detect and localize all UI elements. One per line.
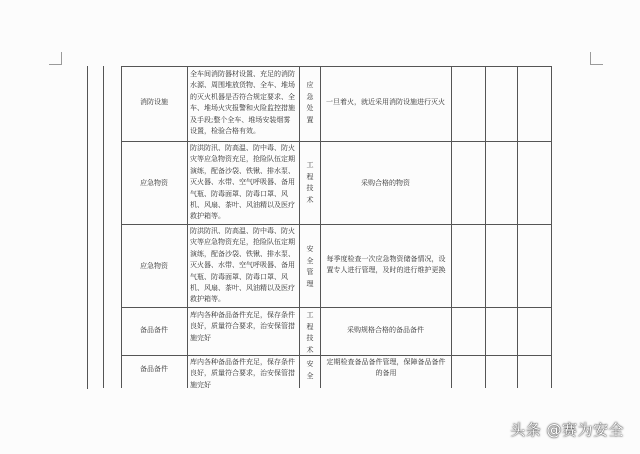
table-cell-item: 应急物资 [140, 179, 168, 187]
table-column-rule [87, 66, 88, 388]
table-row-rule [121, 355, 551, 356]
table-cell-measure: 采购规格合格的备品备件 [347, 326, 424, 334]
table-cell-item: 备品备件 [140, 365, 168, 373]
table-cell-measure: 采购合格的物资 [361, 179, 410, 187]
table-column-rule [187, 66, 188, 388]
table-cell-category: 安 全 [306, 360, 314, 380]
table-cell-item: 应急物资 [140, 262, 168, 270]
table-cell-measure: 定期检查备品备件管理，保障备品备件的备用 [326, 358, 446, 378]
table-row-rule [121, 224, 551, 225]
table-column-rule [551, 66, 552, 388]
table-cell-requirement: 库内各种备品备件充足，保存条件良好，质量符合要求，治安保管措施完好 [190, 311, 295, 342]
table-column-rule [320, 66, 321, 388]
table-column-rule [299, 66, 300, 388]
table-cell-requirement: 防洪防汛、防高温、防中毒、防火灾等应急物资充足，抢险队伍定期演练，配备沙袋、铁锹、排水泵、灭火器、水带、空气呼吸器、备用气瓶、防毒面罩、防毒口罩、风机、风扇、茶叶、风油精以及医疗救护箱等。 [190, 227, 295, 304]
table-cell-category: 工 程 技 术 [306, 161, 314, 204]
table-column-rule [87, 355, 88, 389]
table-cell-item: 备品备件 [140, 326, 168, 334]
table-row-rule [121, 141, 551, 142]
table-column-rule [517, 66, 518, 388]
table-cell-requirement: 防洪防汛、防高温、防中毒、防火灾等应急物资充足，抢险队伍定期演练，配备沙袋、铁锹、排水泵、灭火器、水带、空气呼吸器、备用气瓶、防毒面罩、防毒口罩、风机、风扇、茶叶、风油精以及医疗救护箱等。 [190, 144, 295, 221]
table-column-rule [121, 66, 122, 388]
table-cell-requirement: 库内各种备品备件充足，保存条件良好，质量符合要求，治安保管措施完好 [190, 358, 295, 389]
table-cell-item: 消防设施 [140, 98, 168, 106]
table-cell-requirement: 全车间消防器材设置、充足的消防水源、周围堆放货物、全车、堆场的灭火机器是否符合规定要求、全车、堆场火灾报警和火险监控措施及手段;整个全车、堆场安装烟雾设置，检验合格有效。 [190, 70, 295, 136]
watermark: 头条 @赛为安全 [510, 421, 624, 439]
table-row-rule [121, 307, 551, 308]
table-cell-measure: 一旦着火，就近采用消防设施进行灭火 [326, 98, 445, 106]
table-column-rule [103, 66, 104, 388]
table-cell-category: 安 全 管 理 [306, 245, 314, 288]
table-cell-category: 工 程 技 术 [306, 311, 314, 354]
table-cell-measure: 每季度检查一次应急物资储备情况，设置专人进行管理，及时的进行维护更换 [326, 255, 446, 275]
table-column-rule [485, 66, 486, 388]
table-cell-category: 应 急 处 置 [306, 81, 314, 124]
table-column-rule [451, 66, 452, 388]
table-row-rule [121, 66, 551, 67]
